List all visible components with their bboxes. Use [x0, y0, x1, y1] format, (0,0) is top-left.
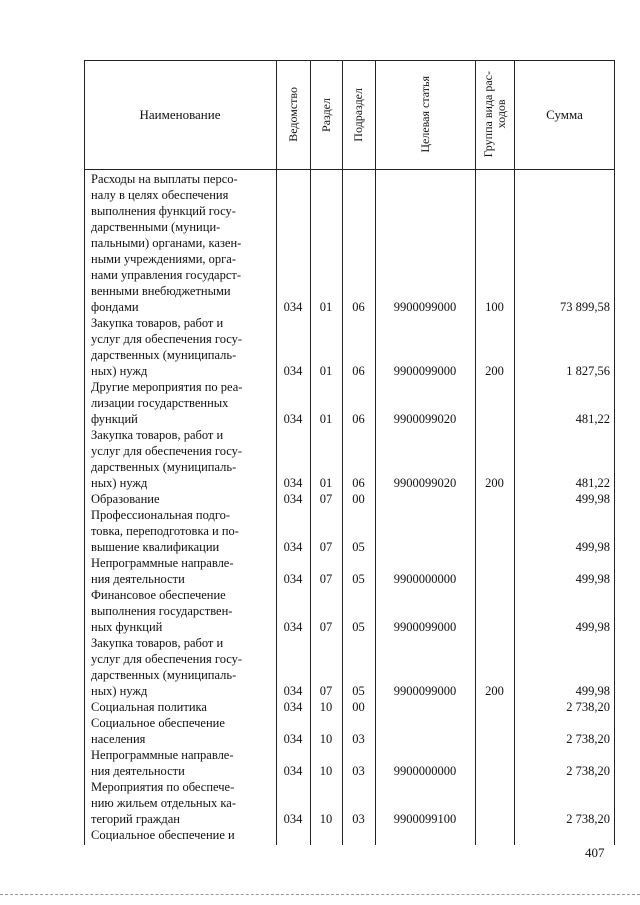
cell-celevaya: 9900099020 — [393, 412, 457, 426]
cell-gruppa: 200 — [485, 476, 504, 490]
cell-ved: 034 — [283, 732, 303, 746]
cell-podrazdel: 05 — [352, 540, 365, 554]
row-name-line: вышение квалификации — [91, 540, 220, 554]
cell-razdel: 07 — [319, 572, 333, 586]
cell-summa: 499,98 — [575, 684, 610, 698]
column-divider — [475, 60, 476, 845]
row-name-line: тегорий граждан — [91, 812, 180, 826]
column-divider — [276, 60, 277, 845]
column-divider — [375, 60, 376, 845]
row-name-line: ными учреждениями, орга- — [91, 252, 237, 266]
cell-ved: 034 — [283, 684, 303, 698]
row-name-line: Закупка товаров, работ и — [91, 636, 224, 650]
cell-celevaya: 9900099000 — [393, 620, 457, 634]
row-name — [91, 747, 272, 779]
cell-podrazdel: 05 — [352, 684, 365, 698]
row-name-line: выполнения функций госу- — [91, 204, 236, 218]
page-number: 407 — [585, 845, 605, 860]
cell-summa: 499,98 — [575, 572, 610, 586]
cell-ved: 034 — [283, 700, 303, 714]
row-name-line: Непрограммные направле- — [91, 748, 234, 762]
cell-ved: 034 — [283, 620, 303, 634]
cell-summa: 2 738,20 — [566, 764, 610, 778]
row-name-line: Социальное обеспечение и — [91, 828, 235, 842]
row-name — [91, 507, 272, 555]
header-name: Наименование — [139, 106, 221, 122]
cell-podrazdel: 03 — [352, 812, 365, 826]
cell-ved: 034 — [283, 476, 303, 490]
cell-summa: 2 738,20 — [566, 732, 610, 746]
cell-ved: 034 — [283, 412, 303, 426]
cell-podrazdel: 00 — [352, 492, 365, 506]
header-divider — [84, 169, 615, 170]
row-name — [91, 171, 272, 315]
row-name-line: Финансовое обеспечение — [91, 588, 226, 602]
row-name-line: функций — [91, 412, 138, 426]
row-name — [91, 779, 272, 827]
row-name-line: населения — [91, 732, 146, 746]
row-name-line: Расходы на выплаты персо- — [91, 172, 238, 186]
header-gruppa: Группа вида рас- ходов — [480, 71, 508, 158]
header-celevaya: Целевая статья — [417, 76, 432, 153]
cell-razdel: 10 — [319, 812, 333, 826]
cell-podrazdel: 06 — [352, 364, 365, 378]
cell-podrazdel: 06 — [352, 300, 365, 314]
cell-podrazdel: 06 — [352, 412, 365, 426]
row-name-line: услуг для обеспечения госу- — [91, 332, 243, 346]
cell-summa: 1 827,56 — [566, 364, 610, 378]
column-divider — [342, 60, 343, 845]
cell-celevaya: 9900000000 — [393, 764, 457, 778]
cell-celevaya: 9900099000 — [393, 364, 457, 378]
row-name — [91, 379, 272, 427]
cell-summa: 2 738,20 — [566, 812, 610, 826]
cell-summa: 499,98 — [575, 620, 610, 634]
row-name-line: Закупка товаров, работ и — [91, 428, 224, 442]
cell-podrazdel: 00 — [352, 700, 365, 714]
cell-celevaya: 9900099100 — [393, 812, 457, 826]
cell-celevaya: 9900099000 — [393, 684, 457, 698]
row-name-line: ных) нужд — [91, 476, 148, 490]
cell-summa: 2 738,20 — [566, 700, 610, 714]
row-name-line: ния деятельности — [91, 764, 185, 778]
row-name-line: нами управления государст- — [91, 268, 242, 282]
cell-podrazdel: 05 — [352, 620, 365, 634]
cell-ved: 034 — [283, 572, 303, 586]
scan-edge-line — [0, 894, 640, 895]
header-razdel: Раздел — [318, 97, 333, 132]
header-vedomstvo: Ведомство — [285, 87, 300, 142]
row-name-line: товка, переподготовка и по- — [91, 524, 239, 538]
row-name — [91, 555, 272, 587]
cell-razdel: 07 — [319, 540, 333, 554]
row-name-line: пальными) органами, казен- — [91, 236, 242, 250]
row-name-line: Закупка товаров, работ и — [91, 316, 224, 330]
row-name — [91, 699, 272, 715]
row-name-line: услуг для обеспечения госу- — [91, 652, 243, 666]
row-name-line: ных) нужд — [91, 684, 148, 698]
row-name — [91, 427, 272, 491]
cell-summa: 73 899,58 — [560, 300, 610, 314]
cell-ved: 034 — [283, 300, 303, 314]
cell-summa: 499,98 — [575, 540, 610, 554]
row-name-line: Образование — [91, 492, 160, 506]
row-name-line: нию жильем отдельных ка- — [91, 796, 236, 810]
row-name — [91, 491, 272, 507]
row-name — [91, 635, 272, 699]
row-name-line: Профессиональная подго- — [91, 508, 231, 522]
cell-razdel: 01 — [319, 412, 333, 426]
cell-razdel: 01 — [319, 364, 333, 378]
row-name-line: дарственных (муниципаль- — [91, 460, 237, 474]
cell-celevaya: 9900099000 — [393, 300, 457, 314]
cell-summa: 499,98 — [575, 492, 610, 506]
cell-razdel: 10 — [319, 700, 333, 714]
header-podrazdel-cell — [342, 60, 375, 169]
header-celevaya-cell — [375, 60, 475, 169]
cell-podrazdel: 05 — [352, 572, 365, 586]
row-name — [91, 715, 272, 747]
header-podrazdel: Подраздел — [351, 87, 365, 142]
cell-ved: 034 — [283, 364, 303, 378]
cell-summa: 481,22 — [575, 412, 610, 426]
row-name-line: услуг для обеспечения госу- — [91, 444, 243, 458]
row-name-line: Непрограммные направле- — [91, 556, 234, 570]
cell-gruppa: 100 — [485, 300, 504, 314]
row-name-line: ных функций — [91, 620, 163, 634]
row-name-line: Мероприятия по обеспече- — [91, 780, 235, 794]
cell-gruppa: 200 — [485, 684, 504, 698]
row-name-line: Другие мероприятия по реа- — [91, 380, 243, 394]
row-name-line: лизации государственных — [91, 396, 229, 410]
cell-summa: 481,22 — [575, 476, 610, 490]
row-name-line: дарственных (муниципаль- — [91, 668, 237, 682]
cell-ved: 034 — [283, 812, 303, 826]
cell-razdel: 10 — [319, 732, 333, 746]
header-vedomstvo-cell — [276, 60, 310, 169]
cell-razdel: 07 — [319, 620, 333, 634]
row-name-line: ных) нужд — [91, 364, 148, 378]
column-divider — [514, 60, 515, 845]
row-name — [91, 587, 272, 635]
header-summa: Сумма — [546, 106, 583, 122]
row-name-line: Социальная политика — [91, 700, 207, 714]
row-name-line: ния деятельности — [91, 572, 185, 586]
row-name-line: фондами — [91, 300, 139, 314]
cell-ved: 034 — [283, 764, 303, 778]
row-name-line: Социальное обеспечение — [91, 716, 225, 730]
cell-razdel: 01 — [319, 476, 333, 490]
column-divider — [310, 60, 311, 845]
row-name-line: венными внебюджетными — [91, 284, 231, 298]
row-name-line: дарственными (муници- — [91, 220, 221, 234]
row-name-line: налу в целях обеспечения — [91, 188, 229, 202]
cell-gruppa: 200 — [485, 364, 504, 378]
row-name — [91, 315, 272, 379]
cell-razdel: 07 — [319, 492, 333, 506]
row-name — [91, 827, 272, 843]
cell-razdel: 01 — [319, 300, 333, 314]
cell-razdel: 10 — [319, 764, 333, 778]
header-razdel-cell — [310, 60, 342, 169]
header-gruppa-cell — [475, 60, 514, 169]
cell-razdel: 07 — [319, 684, 333, 698]
cell-celevaya: 9900000000 — [393, 572, 457, 586]
cell-celevaya: 9900099020 — [393, 476, 457, 490]
cell-podrazdel: 06 — [352, 476, 365, 490]
cell-ved: 034 — [283, 540, 303, 554]
cell-podrazdel: 03 — [352, 732, 365, 746]
row-name-line: выполнения государствен- — [91, 604, 233, 618]
row-name-line: дарственных (муниципаль- — [91, 348, 237, 362]
cell-podrazdel: 03 — [352, 764, 365, 778]
cell-ved: 034 — [283, 492, 303, 506]
